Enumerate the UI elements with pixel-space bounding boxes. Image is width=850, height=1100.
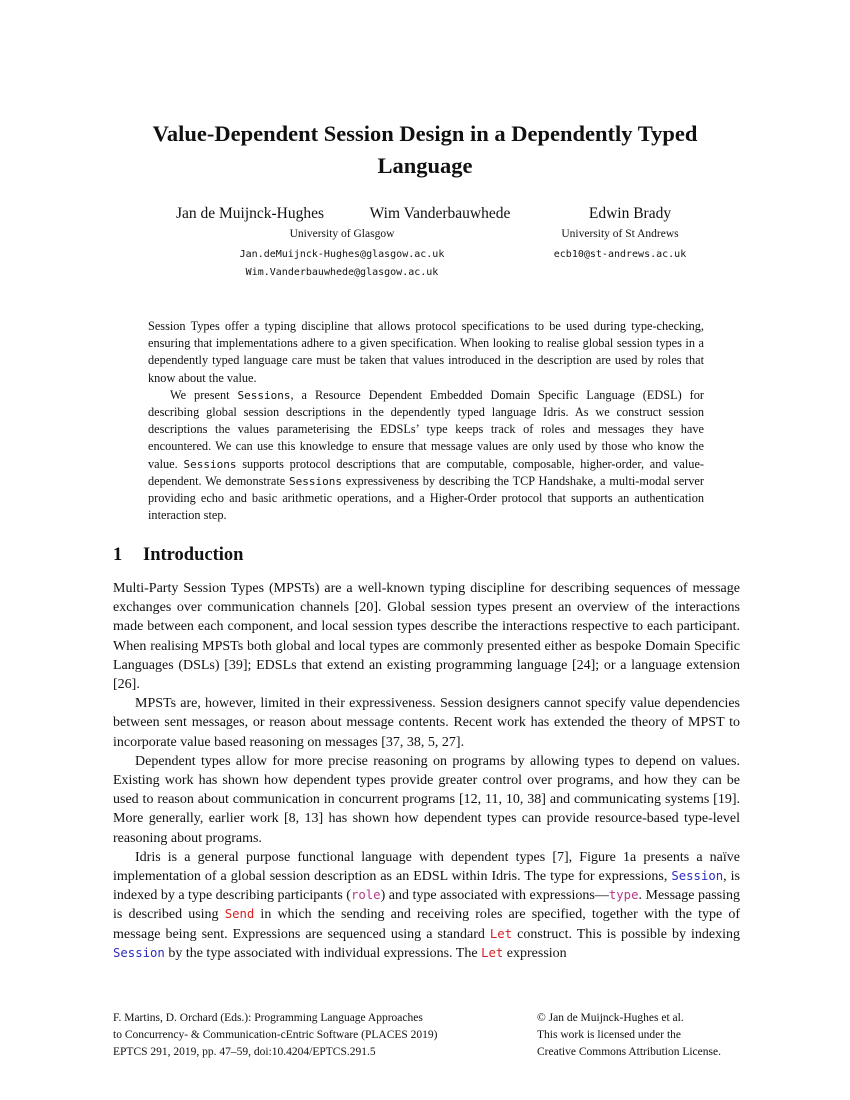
body-paragraph-4 — [113, 848, 740, 963]
code-session: Session — [671, 869, 724, 884]
author-name-3: Edwin Brady — [588, 205, 672, 222]
email-demuijnck-hughes: Jan.deMuijnck-Hughes@glasgow.ac.uk — [239, 249, 445, 260]
section-title: Introduction — [143, 545, 244, 565]
body-text: expression — [503, 945, 567, 961]
introduction-body — [113, 579, 740, 963]
email-vanderbauwhede: Wim.Vanderbauwhede@glasgow.ac.uk — [245, 267, 439, 278]
section-heading-introduction — [113, 545, 243, 566]
author-name-2: Wim Vanderbauwhede — [369, 205, 511, 222]
code-send: Send — [224, 907, 255, 922]
body-text: in which the sending and receiving roles are specified, together with the type of message being sent. Expressions are sequenced using a standard — [113, 907, 740, 942]
abstract-paragraph-2 — [148, 387, 704, 525]
paper-title-line2: Language — [377, 153, 473, 178]
footer-doi: EPTCS 291, 2019, pp. 47–59, doi:10.4204/EPTCS.291.5 — [113, 1046, 376, 1058]
abstract-paragraph-1: Session Types offer a typing discipline that allows protocol specifications to be used during type-checking, ensuring that implementations adhere to a given specification. When looking to realise global session types in a dependently typed language care must be taken that values introduced in the description are used by roles that know about the value. — [148, 319, 704, 385]
footer-publication-info — [113, 1010, 513, 1061]
paper-title — [60, 118, 790, 182]
paper-title-line1: Value-Dependent Session Design in a Dependently Typed — [152, 121, 698, 146]
footer-license-line: This work is licensed under the — [537, 1029, 682, 1041]
code-type: type — [608, 888, 639, 903]
abstract-text: supports protocol descriptions that are computable, composable, higher-order, and value-dependent. We demonstrate — [148, 456, 705, 488]
body-text: Idris is a general purpose functional language with dependent types [7], Figure 1a presents a naïve implementation of a global session description as an EDSL within Idris. The type for expressions, — [113, 849, 740, 885]
footer-copyright: © Jan de Muijnck-Hughes et al. — [537, 1012, 684, 1024]
body-paragraph-2: MPSTs are, however, limited in their expressiveness. Session designers cannot specify value dependencies between sent messages, or reason about message contents. Recent work has extended the theory of MPST to incorporate value based reasoning on messages [37, 38, 5, 27]. — [113, 696, 740, 750]
email-brady: ecb10@st-andrews.ac.uk — [553, 249, 687, 260]
footer-editors: F. Martins, D. Orchard (Eds.): Programming Language Approaches — [113, 1012, 423, 1024]
code-let: Let — [489, 926, 513, 941]
abstract-text: , a Resource Dependent Embedded Domain Specific Language (EDSL) for describing global session descriptions in the dependently typed language Idris. As we construct session descriptions the values parameterising the EDSLs’ type keeps track of roles and messages they have encountered. We can use this knowledge to ensure that message values are only used by those who know the value. — [148, 387, 704, 471]
body-text: construct. This is possible by indexing — [512, 926, 740, 942]
affiliation-st-andrews: University of St Andrews — [561, 228, 679, 240]
code-sessions: Sessions — [289, 474, 343, 488]
abstract-text: We present — [170, 387, 238, 402]
footer-license — [537, 1010, 777, 1061]
abstract — [148, 318, 704, 524]
footer-proceedings: to Concurrency- & Communication-cEntric Software (PLACES 2019) — [113, 1029, 438, 1041]
body-text: , is indexed by a type describing participants ( — [113, 869, 740, 904]
body-text: . Message passing is described using — [113, 888, 740, 923]
body-text: ) and type associated with expressions— — [380, 888, 609, 904]
code-role: role — [350, 888, 381, 903]
footer-license-name: Creative Commons Attribution License. — [537, 1046, 721, 1058]
affiliation-glasgow: University of Glasgow — [289, 228, 395, 240]
code-sessions: Sessions — [183, 457, 237, 471]
body-paragraph-1: Multi-Party Session Types (MPSTs) are a well-known typing discipline for describing sequences of message exchanges over communication channels [20]. Global session types present an overview of the interactions made between each component, and local session types describe the interactions respective to each participant. When realising MPSTs both global and local types are commonly presented either as bespoke Domain Specific Languages (DSLs) [39]; EDSLs that extend an existing programming language [24]; or a language extension [26]. — [113, 581, 740, 693]
body-text: by the type associated with individual expressions. The — [164, 945, 482, 961]
code-sessions: Sessions — [237, 388, 291, 402]
section-number: 1 — [113, 545, 123, 565]
body-paragraph-3: Dependent types allow for more precise reasoning on programs by allowing types to depend on values. Existing work has shown how dependent types provide greater control over programs, and how they can be used to reason about communication in concurrent programs [12, 11, 10, 38] and communicating systems [19]. More generally, earlier work [8, 13] has shown how dependent types can provide resource-based type-level reasoning about programs. — [113, 753, 740, 846]
author-name-1: Jan de Muijnck-Hughes — [175, 205, 325, 222]
code-let: Let — [481, 945, 504, 960]
abstract-text: expressiveness by describing the TCP Handshake, a multi-modal server providing echo and basic arithmetic operations, and a Higher-Order protocol that supports an authentication interaction step. — [148, 473, 704, 523]
code-session: Session — [113, 945, 165, 960]
